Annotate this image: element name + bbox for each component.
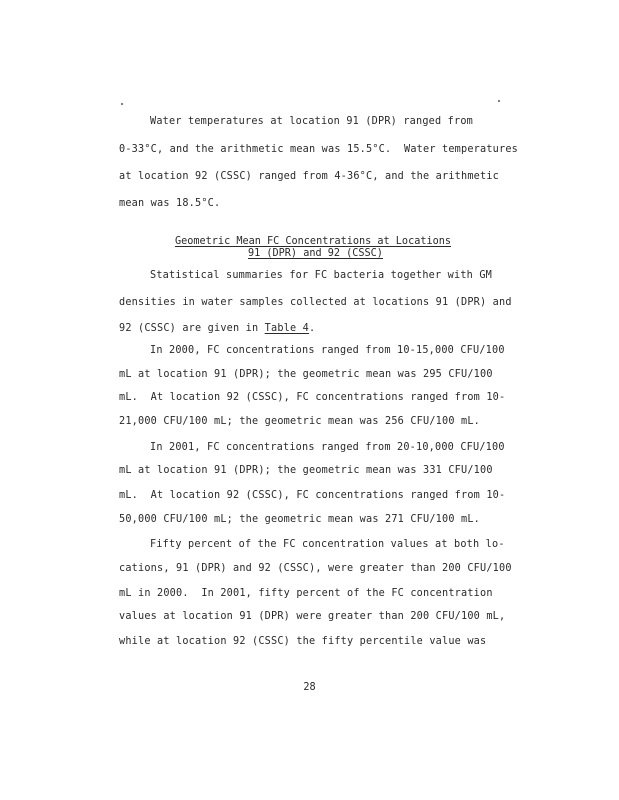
text-line: Water temperatures at location 91 (DPR) ranged from bbox=[150, 116, 474, 127]
text-line: 50,000 CFU/100 mL; the geometric mean was 271 CFU/100 mL. bbox=[119, 514, 481, 525]
scan-speck bbox=[498, 100, 500, 102]
text-line: mL. At location 92 (CSSC), FC concentrations ranged from 10- bbox=[119, 392, 506, 403]
text-line: Fifty percent of the FC concentration values at both lo- bbox=[150, 539, 505, 550]
text-line: at location 92 (CSSC) ranged from 4-36°C, and the arithmetic bbox=[119, 171, 500, 182]
table-reference: Table 4 bbox=[264, 323, 310, 334]
text-fragment: . bbox=[309, 323, 316, 334]
text-line: mL at location 91 (DPR); the geometric mean was 331 CFU/100 bbox=[119, 465, 493, 476]
text-line: 0-33°C, and the arithmetic mean was 15.5°C. Water temperatures bbox=[119, 144, 519, 155]
text-line: Statistical summaries for FC bacteria together with GM bbox=[150, 270, 493, 281]
heading-line: Geometric Mean FC Concentrations at Locations bbox=[175, 236, 452, 247]
text-line: while at location 92 (CSSC) the fifty percentile value was bbox=[119, 636, 487, 647]
text-line: mL. At location 92 (CSSC), FC concentrations ranged from 10- bbox=[119, 490, 506, 501]
text-line: In 2000, FC concentrations ranged from 10-15,000 CFU/100 bbox=[150, 345, 505, 356]
text-fragment: 92 (CSSC) are given in bbox=[119, 323, 265, 334]
text-line: mL in 2000. In 2001, fifty percent of the FC concentration bbox=[119, 588, 493, 599]
text-line bbox=[119, 322, 315, 336]
text-line: 21,000 CFU/100 mL; the geometric mean was 256 CFU/100 mL. bbox=[119, 416, 481, 427]
text-line: mean was 18.5°C. bbox=[119, 198, 221, 209]
heading-line: 91 (DPR) and 92 (CSSC) bbox=[248, 248, 383, 259]
text-line: values at location 91 (DPR) were greater than 200 CFU/100 mL, bbox=[119, 611, 506, 622]
scan-speck bbox=[121, 103, 123, 105]
page-number: 28 bbox=[303, 682, 316, 693]
text-line: In 2001, FC concentrations ranged from 20-10,000 CFU/100 bbox=[150, 442, 505, 453]
text-line: cations, 91 (DPR) and 92 (CSSC), were greater than 200 CFU/100 bbox=[119, 563, 512, 574]
text-line: mL at location 91 (DPR); the geometric mean was 295 CFU/100 bbox=[119, 369, 493, 380]
text-line: densities in water samples collected at locations 91 (DPR) and bbox=[119, 297, 512, 308]
